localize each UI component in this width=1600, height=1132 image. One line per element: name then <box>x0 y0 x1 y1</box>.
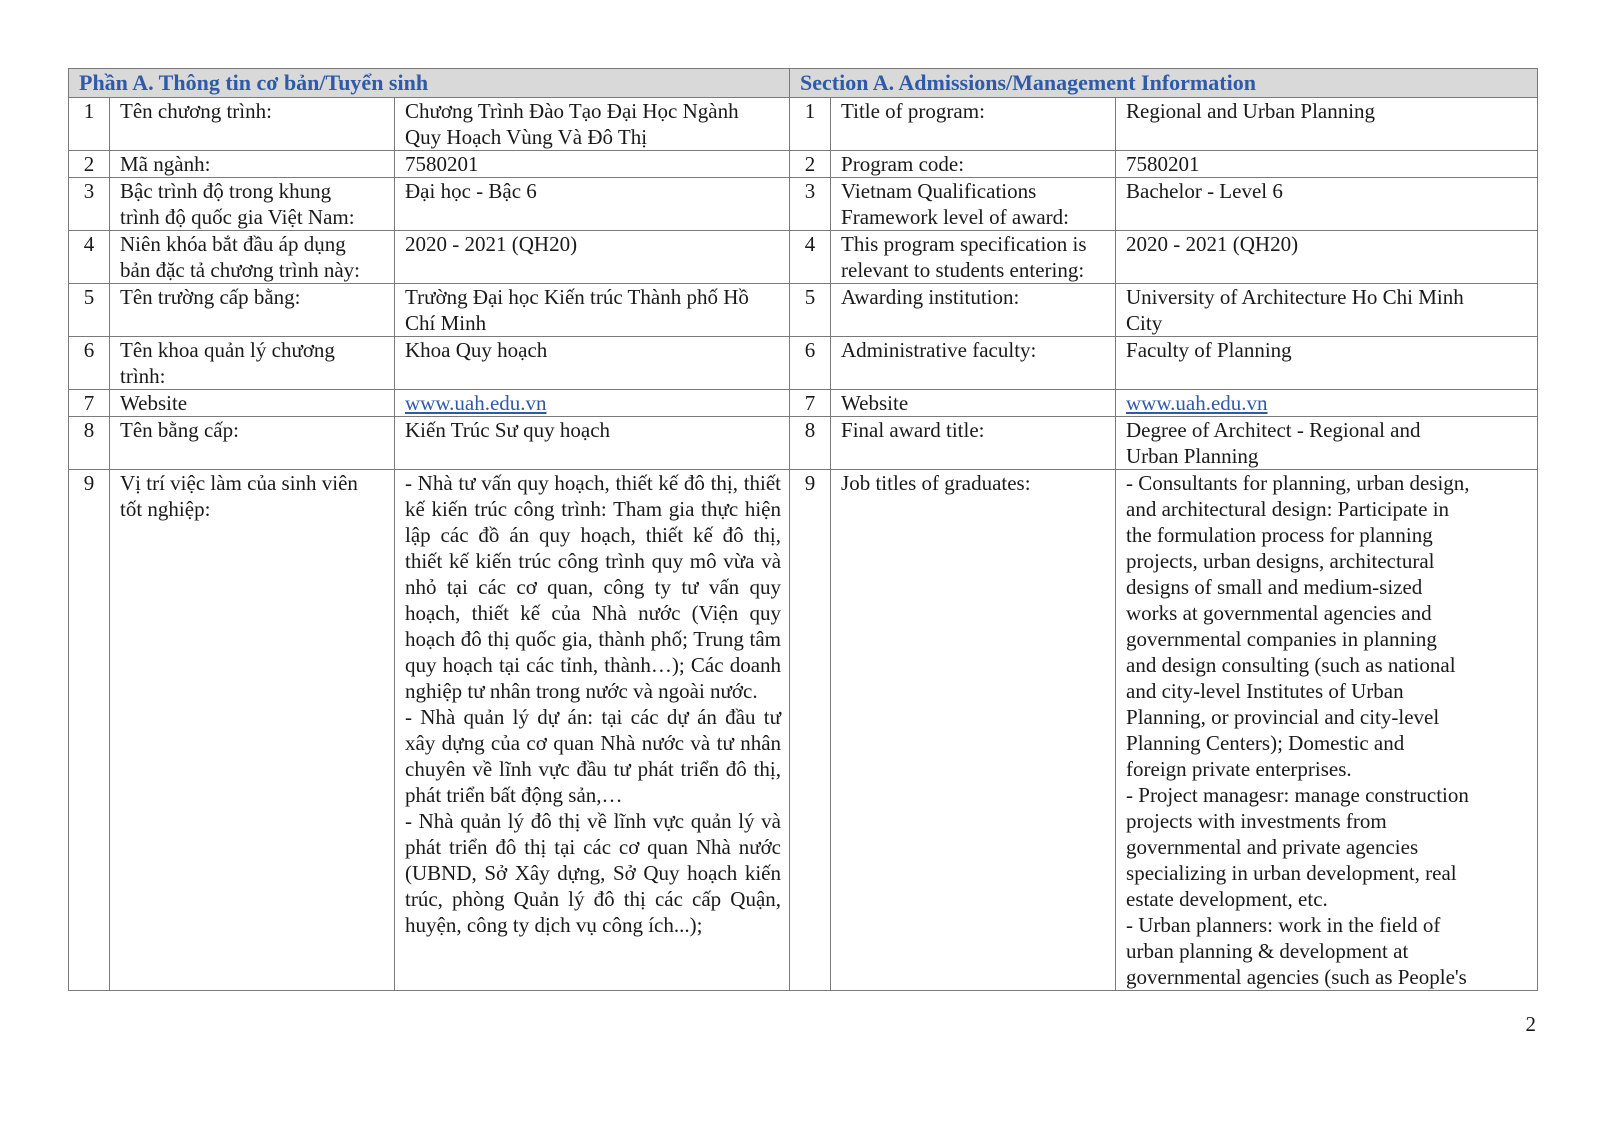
en-value: - Consultants for planning, urban design, and architectural design: Participate in the formulation process for planning projects, urban designs, architectural designs of small and medium-sized works at governmental agencies and governmental companies in planning and design consulting (such as national and city-level Institutes of Urban Planning, or provincial and city-level Planning Centers); Domestic and foreign private enterprises. - Project managesr: manage construction projects with investments from governmental and private agencies specializing in urban development, real estate development, etc. - Urban planners: work in the field of urban planning & development at governmental agencies (such as People's <box>1116 470 1538 991</box>
en-label: Vietnam Qualifications Framework level of award: <box>831 178 1116 231</box>
row-number: 3 <box>790 178 831 231</box>
en-value: 7580201 <box>1116 151 1538 178</box>
vi-label: Website <box>110 390 395 417</box>
row-number: 8 <box>69 417 110 470</box>
row-number: 7 <box>69 390 110 417</box>
vi-value: 7580201 <box>395 151 790 178</box>
table-row <box>69 284 1538 337</box>
table-row <box>69 417 1538 470</box>
vi-label: Tên bằng cấp: <box>110 417 395 470</box>
table-row <box>69 231 1538 284</box>
row-number: 5 <box>69 284 110 337</box>
page-number: 2 <box>1525 1012 1536 1036</box>
row-number: 7 <box>790 390 831 417</box>
vi-label: Tên chương trình: <box>110 98 395 151</box>
en-label: Title of program: <box>831 98 1116 151</box>
en-website-cell <box>1116 390 1538 417</box>
en-label: Awarding institution: <box>831 284 1116 337</box>
table-row <box>69 390 1538 417</box>
en-value: 2020 - 2021 (QH20) <box>1116 231 1538 284</box>
row-number: 9 <box>69 470 110 991</box>
en-label: Job titles of graduates: <box>831 470 1116 991</box>
table-row <box>69 470 1538 991</box>
vi-label: Niên khóa bắt đầu áp dụng bản đặc tả chương trình này: <box>110 231 395 284</box>
row-number: 2 <box>69 151 110 178</box>
vi-label: Mã ngành: <box>110 151 395 178</box>
vi-value: 2020 - 2021 (QH20) <box>395 231 790 284</box>
en-value: Faculty of Planning <box>1116 337 1538 390</box>
en-value: University of Architecture Ho Chi Minh City <box>1116 284 1538 337</box>
website-link-en[interactable]: www.uah.edu.vn <box>1126 391 1268 415</box>
row-number: 6 <box>69 337 110 390</box>
section-title-vi: Phần A. Thông tin cơ bản/Tuyển sinh <box>69 69 790 98</box>
en-label: Final award title: <box>831 417 1116 470</box>
vi-value: Khoa Quy hoạch <box>395 337 790 390</box>
vi-label: Tên khoa quản lý chương trình: <box>110 337 395 390</box>
vi-label: Vị trí việc làm của sinh viên tốt nghiệp: <box>110 470 395 991</box>
row-number: 8 <box>790 417 831 470</box>
vi-value: Chương Trình Đào Tạo Đại Học Ngành Quy Hoạch Vùng Và Đô Thị <box>395 98 790 151</box>
row-number: 5 <box>790 284 831 337</box>
section-header-row <box>69 69 1538 98</box>
en-label: Website <box>831 390 1116 417</box>
en-label: Program code: <box>831 151 1116 178</box>
vi-value: - Nhà tư vấn quy hoạch, thiết kế đô thị, thiết kế kiến trúc công trình: Tham gia thực hiện lập các đồ án quy hoạch, thiết kế đô thị, thiết kế kiến trúc công trình quy mô vừa và nhỏ tại các cơ quan, công ty tư vấn quy hoạch, thiết kế của Nhà nước (Viện quy hoạch đô thị quốc gia, thành phố; Trung tâm quy hoạch tại các tỉnh, thành…); Các doanh nghiệp tư nhân trong nước và ngoài nước. - Nhà quản lý dự án: tại các dự án đầu tư xây dựng của cơ quan Nhà nước và tư nhân chuyên về lĩnh vực đầu tư phát triển đô thị, phát triển bất động sản,… - Nhà quản lý đô thị về lĩnh vực quản lý và phát triển đô thị tại các cơ quan Nhà nước (UBND, Sở Xây dựng, Sở Quy hoạch kiến trúc, phòng Quản lý đô thị các cấp Quận, huyện, công ty dịch vụ công ích...); <box>395 470 790 991</box>
en-label: This program specification is relevant to students entering: <box>831 231 1116 284</box>
table-row <box>69 151 1538 178</box>
row-number: 4 <box>69 231 110 284</box>
row-number: 1 <box>69 98 110 151</box>
table-row <box>69 98 1538 151</box>
en-value: Bachelor - Level 6 <box>1116 178 1538 231</box>
table-row <box>69 178 1538 231</box>
section-title-en: Section A. Admissions/Management Information <box>790 69 1538 98</box>
vi-label: Tên trường cấp bằng: <box>110 284 395 337</box>
vi-value: Đại học - Bậc 6 <box>395 178 790 231</box>
website-link-vi[interactable]: www.uah.edu.vn <box>405 391 547 415</box>
vi-label: Bậc trình độ trong khung trình độ quốc gia Việt Nam: <box>110 178 395 231</box>
program-info-table <box>68 68 1538 991</box>
vi-website-cell <box>395 390 790 417</box>
row-number: 4 <box>790 231 831 284</box>
en-value: Regional and Urban Planning <box>1116 98 1538 151</box>
row-number: 1 <box>790 98 831 151</box>
en-label: Administrative faculty: <box>831 337 1116 390</box>
vi-value: Kiến Trúc Sư quy hoạch <box>395 417 790 470</box>
row-number: 9 <box>790 470 831 991</box>
row-number: 3 <box>69 178 110 231</box>
row-number: 2 <box>790 151 831 178</box>
vi-value: Trường Đại học Kiến trúc Thành phố Hồ Chí Minh <box>395 284 790 337</box>
table-row <box>69 337 1538 390</box>
en-value: Degree of Architect - Regional and Urban Planning <box>1116 417 1538 470</box>
row-number: 6 <box>790 337 831 390</box>
